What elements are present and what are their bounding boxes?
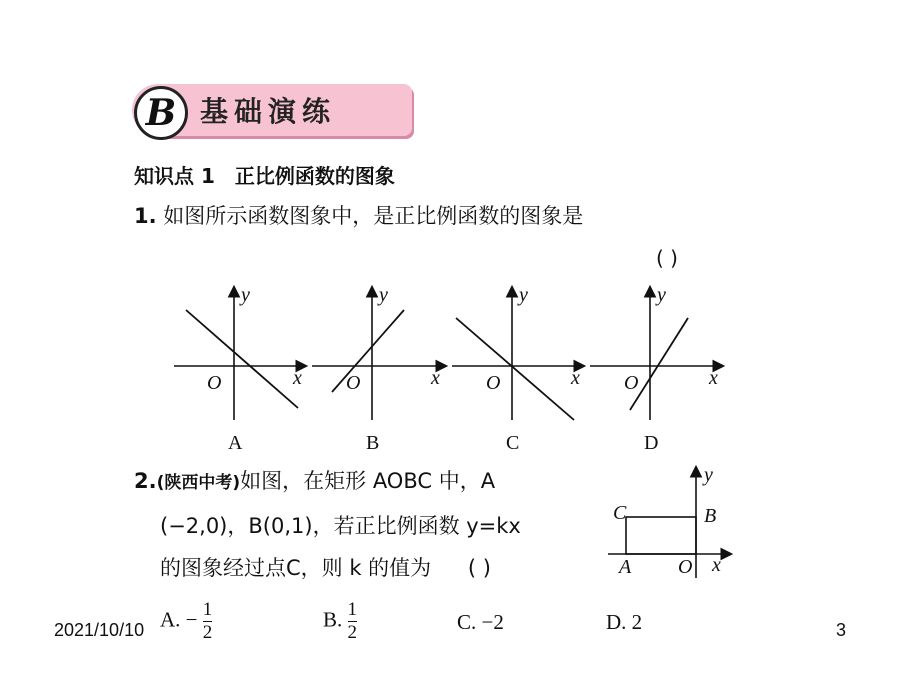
option-a-denominator: 2 <box>202 621 213 643</box>
question-2-line-1 <box>134 465 495 495</box>
page-number: 3 <box>836 620 847 640</box>
figure-x-label: x <box>712 554 721 576</box>
figure-rectangle <box>626 517 696 554</box>
section-title: 基础演练 <box>200 95 337 128</box>
graph-c <box>452 288 583 420</box>
graph-d-origin-label: O <box>624 372 639 394</box>
graph-d-y-label: y <box>657 284 666 306</box>
knowledge-point-number: 知识点 1 <box>134 164 215 188</box>
graph-b-line <box>332 310 404 392</box>
option-b-numerator: 1 <box>347 599 358 620</box>
graph-b-x-label: x <box>431 367 440 389</box>
question-2-source: (陕西中考) <box>156 473 241 493</box>
knowledge-point-title: 正比例函数的图象 <box>234 164 395 188</box>
figure-y-label: y <box>704 464 713 486</box>
option-b-label: B. <box>323 607 343 632</box>
question-2-line-3 <box>160 552 491 582</box>
figure-a-label: A <box>619 556 632 578</box>
graph-c-x-label: x <box>571 367 580 389</box>
graph-c-y-label: y <box>519 284 528 306</box>
section-letter: B <box>145 92 177 134</box>
section-letter-badge <box>134 86 188 140</box>
option-b-fraction <box>348 600 358 643</box>
question-1-graphs <box>160 280 760 425</box>
question-2-line-1-text: 如图，在矩形 AOBC 中，A <box>240 469 496 493</box>
graph-a <box>174 288 305 420</box>
graph-a-line <box>186 310 298 408</box>
question-2-answer-bracket: ( ) <box>467 556 491 580</box>
question-2-number: 2. <box>134 469 157 493</box>
knowledge-point-heading <box>134 160 395 189</box>
graph-a-x-label: x <box>293 367 302 389</box>
option-d[interactable]: D. 2 <box>606 610 643 634</box>
graph-d-x-label: x <box>709 367 718 389</box>
graph-c-line <box>456 318 574 420</box>
option-a-fraction <box>203 600 213 643</box>
question-2-line-3-text: 的图象经过点C，则 k 的值为 <box>160 556 432 580</box>
graph-b-label: B <box>366 432 380 454</box>
graph-b-y-label: y <box>379 284 388 306</box>
graph-d <box>590 288 722 420</box>
option-c[interactable]: C. −2 <box>457 610 504 634</box>
graph-a-label: A <box>228 432 243 454</box>
graph-d-label: D <box>644 432 659 454</box>
graph-b-origin-label: O <box>346 372 361 394</box>
graph-c-label: C <box>506 432 520 454</box>
question-1-number: 1. <box>134 204 157 228</box>
figure-origin-label: O <box>678 556 693 578</box>
graph-c-origin-label: O <box>486 372 501 394</box>
footer-date: 2021/10/10 <box>54 620 145 640</box>
question-1 <box>134 200 583 230</box>
figure-c-label: C <box>613 502 627 524</box>
figure-b-label: B <box>704 505 717 527</box>
question-2-line-2: (−2,0)，B(0,1)，若正比例函数 y=kx <box>160 514 521 538</box>
option-b-denominator: 2 <box>347 621 358 643</box>
option-b[interactable] <box>323 600 357 643</box>
graph-a-origin-label: O <box>207 372 222 394</box>
option-a-numerator: 1 <box>202 599 213 620</box>
graph-d-line <box>630 318 688 410</box>
option-a-label: A. − <box>160 607 198 632</box>
graph-a-y-label: y <box>241 284 250 306</box>
graph-b <box>312 288 445 420</box>
question-1-answer-bracket: ( ) <box>656 246 678 270</box>
question-1-text: 如图所示函数图象中，是正比例函数的图象是 <box>163 204 584 228</box>
option-a[interactable] <box>160 600 212 643</box>
